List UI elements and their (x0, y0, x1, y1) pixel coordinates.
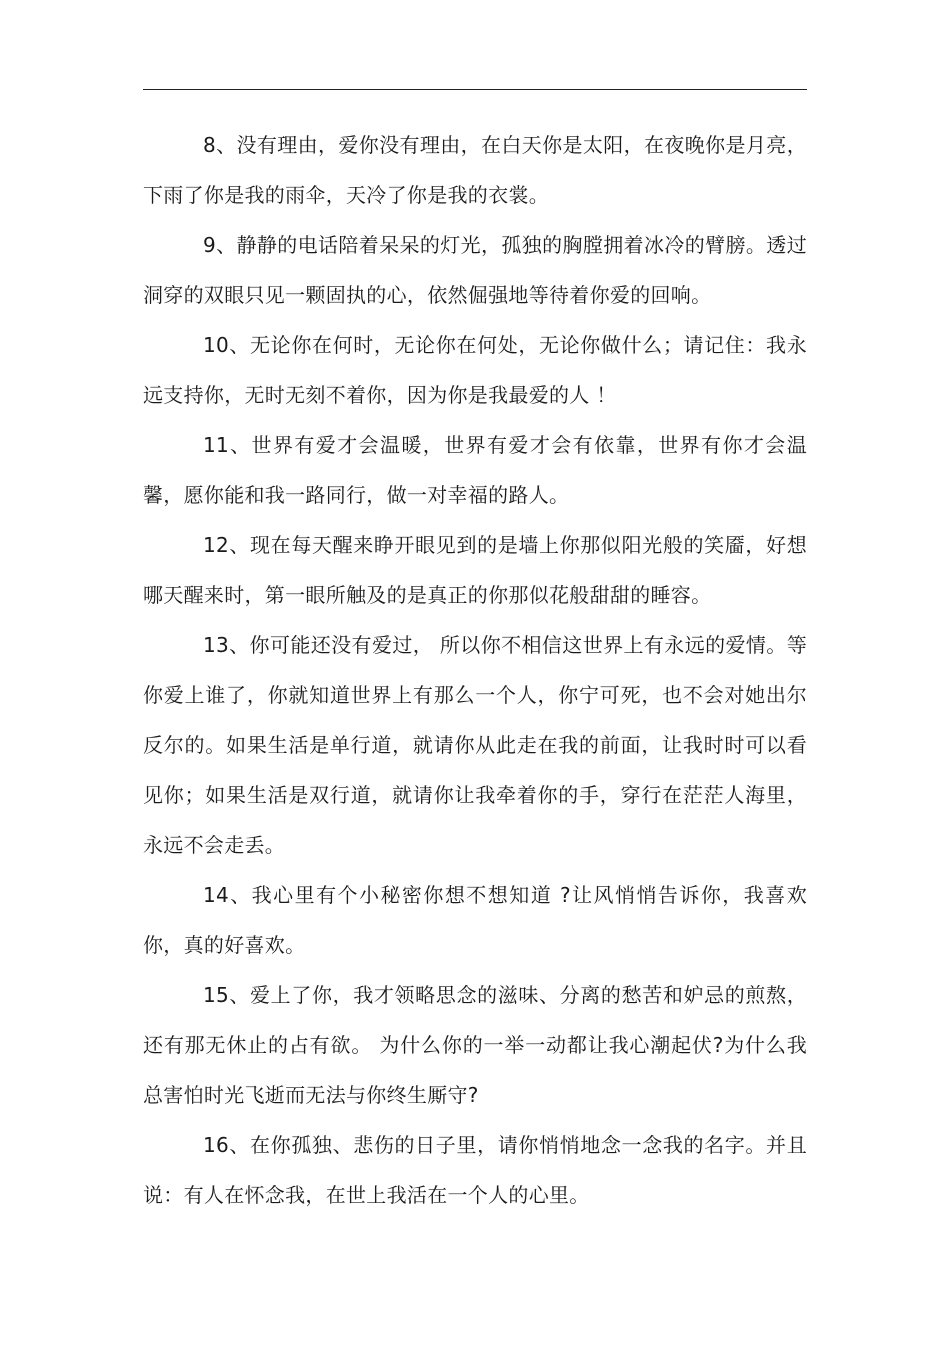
paragraph-15: 15、爱上了你，我才领略思念的滋味、分离的愁苦和妒忌的煎熬，还有那无休止的占有欲。 为什么你的一举一动都让我心潮起伏?为什么我总害怕时光飞逝而无法与你终生厮守? (143, 983, 807, 1107)
paragraph-10: 10、无论你在何时，无论你在何处，无论你做什么；请记住：我永远支持你，无时无刻不着你，因为你是我最爱的人 ！ (143, 333, 807, 407)
document-body (143, 120, 807, 1220)
header-rule (143, 89, 807, 90)
paragraph-14: 14、我心里有个小秘密你想不想知道 ?让风悄悄告诉你，我喜欢你，真的好喜欢。 (143, 883, 807, 957)
paragraph-11: 11、世界有爱才会温暖，世界有爱才会有依靠，世界有你才会温馨，愿你能和我一路同行，做一对幸福的路人。 (143, 433, 807, 507)
paragraph-12: 12、现在每天醒来睁开眼见到的是墙上你那似阳光般的笑靥，好想哪天醒来时，第一眼所触及的是真正的你那似花般甜甜的睡容。 (143, 533, 807, 607)
paragraph-9: 9、静静的电话陪着呆呆的灯光，孤独的胸膛拥着冰冷的臂膀。透过洞穿的双眼只见一颗固执的心，依然倔强地等待着你爱的回响。 (143, 233, 807, 307)
paragraph-8: 8、没有理由，爱你没有理由，在白天你是太阳，在夜晚你是月亮，下雨了你是我的雨伞，天冷了你是我的衣裳。 (143, 133, 807, 207)
paragraph-16: 16、在你孤独、悲伤的日子里，请你悄悄地念一念我的名字。并且说：有人在怀念我，在世上我活在一个人的心里。 (143, 1133, 807, 1207)
paragraph-13: 13、你可能还没有爱过， 所以你不相信这世界上有永远的爱情。等你爱上谁了，你就知道世界上有那么一个人，你宁可死，也不会对她出尔反尔的。如果生活是单行道，就请你从此走在我的前面，让我时时可以看见你；如果生活是双行道，就请你让我牵着你的手，穿行在茫茫人海里，永远不会走丢。 (143, 633, 807, 857)
